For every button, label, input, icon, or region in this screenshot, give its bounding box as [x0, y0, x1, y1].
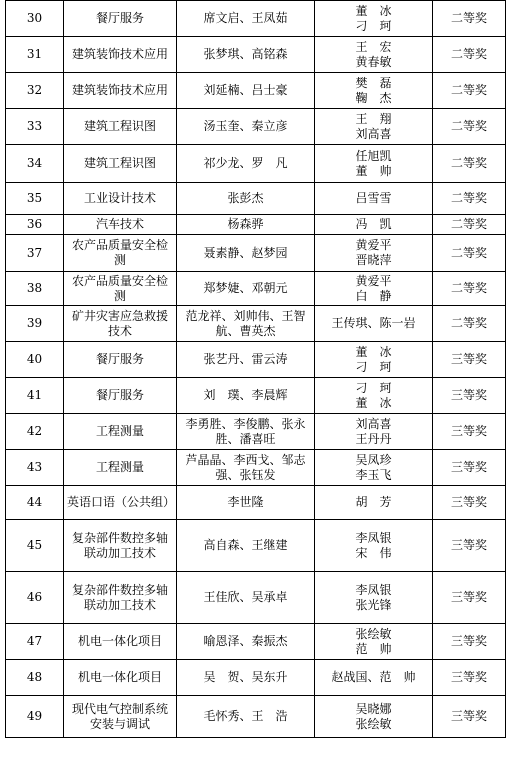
teachers-cell: 黄爱平 白 静	[315, 272, 433, 306]
row-number-cell: 32	[6, 73, 64, 109]
table-row	[6, 572, 506, 624]
teachers-cell: 李凤银 宋 伟	[315, 520, 433, 572]
row-number-cell: 33	[6, 109, 64, 145]
prize-cell: 三等奖	[433, 624, 506, 660]
prize-cell: 三等奖	[433, 378, 506, 414]
students-cell: 喻恩泽、秦振杰	[177, 624, 315, 660]
project-cell: 建筑装饰技术应用	[64, 37, 177, 73]
row-number-cell: 39	[6, 306, 64, 342]
table-row	[6, 306, 506, 342]
table-row	[6, 378, 506, 414]
project-cell: 餐厅服务	[64, 1, 177, 37]
prize-cell: 二等奖	[433, 109, 506, 145]
project-cell: 复杂部件数控多轴联动加工技术	[64, 572, 177, 624]
prize-cell: 三等奖	[433, 486, 506, 520]
table-row	[6, 342, 506, 378]
teachers-cell: 刘高喜 王丹丹	[315, 414, 433, 450]
students-cell: 李勇胜、李俊鹏、张永胜、潘喜旺	[177, 414, 315, 450]
students-cell: 郑梦婕、邓朝元	[177, 272, 315, 306]
students-cell: 吴 贺、吴东升	[177, 660, 315, 696]
awards-table-body	[6, 1, 506, 738]
table-row	[6, 414, 506, 450]
prize-cell: 二等奖	[433, 215, 506, 235]
table-row	[6, 450, 506, 486]
teachers-cell: 冯 凯	[315, 215, 433, 235]
students-cell: 聂素静、赵梦园	[177, 235, 315, 272]
table-row	[6, 73, 506, 109]
prize-cell: 二等奖	[433, 73, 506, 109]
table-row	[6, 520, 506, 572]
prize-cell: 二等奖	[433, 235, 506, 272]
table-row	[6, 1, 506, 37]
project-cell: 汽车技术	[64, 215, 177, 235]
teachers-cell: 樊 磊 鞠 杰	[315, 73, 433, 109]
teachers-cell: 董 冰 刁 珂	[315, 1, 433, 37]
students-cell: 芦晶晶、李西戈、邹志强、张钰发	[177, 450, 315, 486]
teachers-cell: 吕雪雪	[315, 183, 433, 215]
project-cell: 农产品质量安全检测	[64, 272, 177, 306]
row-number-cell: 42	[6, 414, 64, 450]
teachers-cell: 王传琪、陈一岩	[315, 306, 433, 342]
teachers-cell: 赵战国、范 帅	[315, 660, 433, 696]
row-number-cell: 46	[6, 572, 64, 624]
teachers-cell: 吴凤珍 李玉飞	[315, 450, 433, 486]
row-number-cell: 36	[6, 215, 64, 235]
row-number-cell: 49	[6, 696, 64, 738]
table-row	[6, 109, 506, 145]
project-cell: 建筑工程识图	[64, 145, 177, 183]
students-cell: 张梦琪、高铭森	[177, 37, 315, 73]
table-row	[6, 145, 506, 183]
teachers-cell: 吴晓娜 张绘敏	[315, 696, 433, 738]
project-cell: 工程测量	[64, 414, 177, 450]
students-cell: 高自森、王继建	[177, 520, 315, 572]
prize-cell: 三等奖	[433, 572, 506, 624]
prize-cell: 三等奖	[433, 342, 506, 378]
students-cell: 刘 璞、李晨辉	[177, 378, 315, 414]
prize-cell: 三等奖	[433, 520, 506, 572]
row-number-cell: 37	[6, 235, 64, 272]
project-cell: 机电一体化项目	[64, 660, 177, 696]
teachers-cell: 胡 芳	[315, 486, 433, 520]
table-row	[6, 486, 506, 520]
project-cell: 农产品质量安全检测	[64, 235, 177, 272]
prize-cell: 三等奖	[433, 414, 506, 450]
prize-cell: 二等奖	[433, 1, 506, 37]
table-row	[6, 37, 506, 73]
teachers-cell: 黄爱平 晋晓萍	[315, 235, 433, 272]
students-cell: 范龙祥、刘帅伟、王智航、曹英杰	[177, 306, 315, 342]
row-number-cell: 41	[6, 378, 64, 414]
project-cell: 建筑装饰技术应用	[64, 73, 177, 109]
row-number-cell: 35	[6, 183, 64, 215]
teachers-cell: 刁 珂 董 冰	[315, 378, 433, 414]
teachers-cell: 李凤银 张光锋	[315, 572, 433, 624]
students-cell: 张艺丹、雷云涛	[177, 342, 315, 378]
project-cell: 工业设计技术	[64, 183, 177, 215]
row-number-cell: 45	[6, 520, 64, 572]
prize-cell: 三等奖	[433, 660, 506, 696]
row-number-cell: 38	[6, 272, 64, 306]
students-cell: 刘延楠、吕士豪	[177, 73, 315, 109]
awards-table	[5, 0, 506, 738]
table-row	[6, 696, 506, 738]
table-row	[6, 272, 506, 306]
row-number-cell: 40	[6, 342, 64, 378]
table-row	[6, 235, 506, 272]
students-cell: 毛怀秀、王 浩	[177, 696, 315, 738]
project-cell: 餐厅服务	[64, 342, 177, 378]
prize-cell: 二等奖	[433, 272, 506, 306]
students-cell: 李世隆	[177, 486, 315, 520]
students-cell: 王佳欣、吴承卓	[177, 572, 315, 624]
table-row	[6, 183, 506, 215]
students-cell: 张彭杰	[177, 183, 315, 215]
prize-cell: 二等奖	[433, 183, 506, 215]
prize-cell: 二等奖	[433, 306, 506, 342]
teachers-cell: 王 宏 黄春敏	[315, 37, 433, 73]
students-cell: 汤玉奎、秦立彦	[177, 109, 315, 145]
students-cell: 杨森骅	[177, 215, 315, 235]
project-cell: 餐厅服务	[64, 378, 177, 414]
teachers-cell: 任旭凯 董 帅	[315, 145, 433, 183]
students-cell: 席文启、王凤茹	[177, 1, 315, 37]
project-cell: 复杂部件数控多轴联动加工技术	[64, 520, 177, 572]
table-row	[6, 624, 506, 660]
project-cell: 建筑工程识图	[64, 109, 177, 145]
row-number-cell: 30	[6, 1, 64, 37]
teachers-cell: 张绘敏 范 帅	[315, 624, 433, 660]
teachers-cell: 董 冰 刁 珂	[315, 342, 433, 378]
project-cell: 工程测量	[64, 450, 177, 486]
students-cell: 祁少龙、罗 凡	[177, 145, 315, 183]
row-number-cell: 34	[6, 145, 64, 183]
project-cell: 机电一体化项目	[64, 624, 177, 660]
row-number-cell: 47	[6, 624, 64, 660]
table-row	[6, 215, 506, 235]
row-number-cell: 44	[6, 486, 64, 520]
prize-cell: 二等奖	[433, 145, 506, 183]
teachers-cell: 王 翔 刘高喜	[315, 109, 433, 145]
row-number-cell: 31	[6, 37, 64, 73]
row-number-cell: 48	[6, 660, 64, 696]
project-cell: 现代电气控制系统安装与调试	[64, 696, 177, 738]
prize-cell: 三等奖	[433, 450, 506, 486]
prize-cell: 三等奖	[433, 696, 506, 738]
project-cell: 矿井灾害应急救援技术	[64, 306, 177, 342]
row-number-cell: 43	[6, 450, 64, 486]
project-cell: 英语口语（公共组）	[64, 486, 177, 520]
table-row	[6, 660, 506, 696]
prize-cell: 二等奖	[433, 37, 506, 73]
